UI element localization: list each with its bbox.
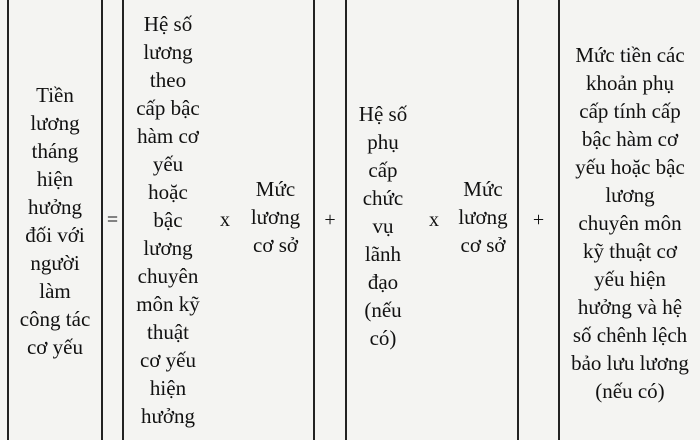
multiply-sign: x (429, 209, 439, 231)
result-cell: Tiền lương tháng hiện hưởng đối với người làm công tác cơ yếu (19, 83, 91, 359)
equals-sign: = (106, 209, 119, 231)
multiply-sign: x (220, 209, 230, 231)
plus-sign: + (324, 209, 336, 231)
allowance-amount-cell: Mức tiền các khoản phụ cấp tính cấp bậc hàm cơ yếu hoặc bậc lương chuyên môn kỹ thuật cơ yếu hiện hưởng và hệ số chênh lệch bảo lưu lương (nếu có) (571, 43, 689, 403)
base-salary-cell: Mức lương cơ sở (458, 177, 508, 257)
salary-coefficient-cell: Hệ số lương theo cấp bậc hàm cơ yếu hoặc bậc lương chuyên môn kỹ thuật cơ yếu hiện hưởng (136, 12, 200, 428)
plus-sign: + (532, 209, 545, 231)
base-salary-cell: Mức lương cơ sở (250, 177, 301, 257)
allowance-coefficient-cell: Hệ số phụ cấp chức vụ lãnh đạo (nếu có) (358, 102, 408, 350)
